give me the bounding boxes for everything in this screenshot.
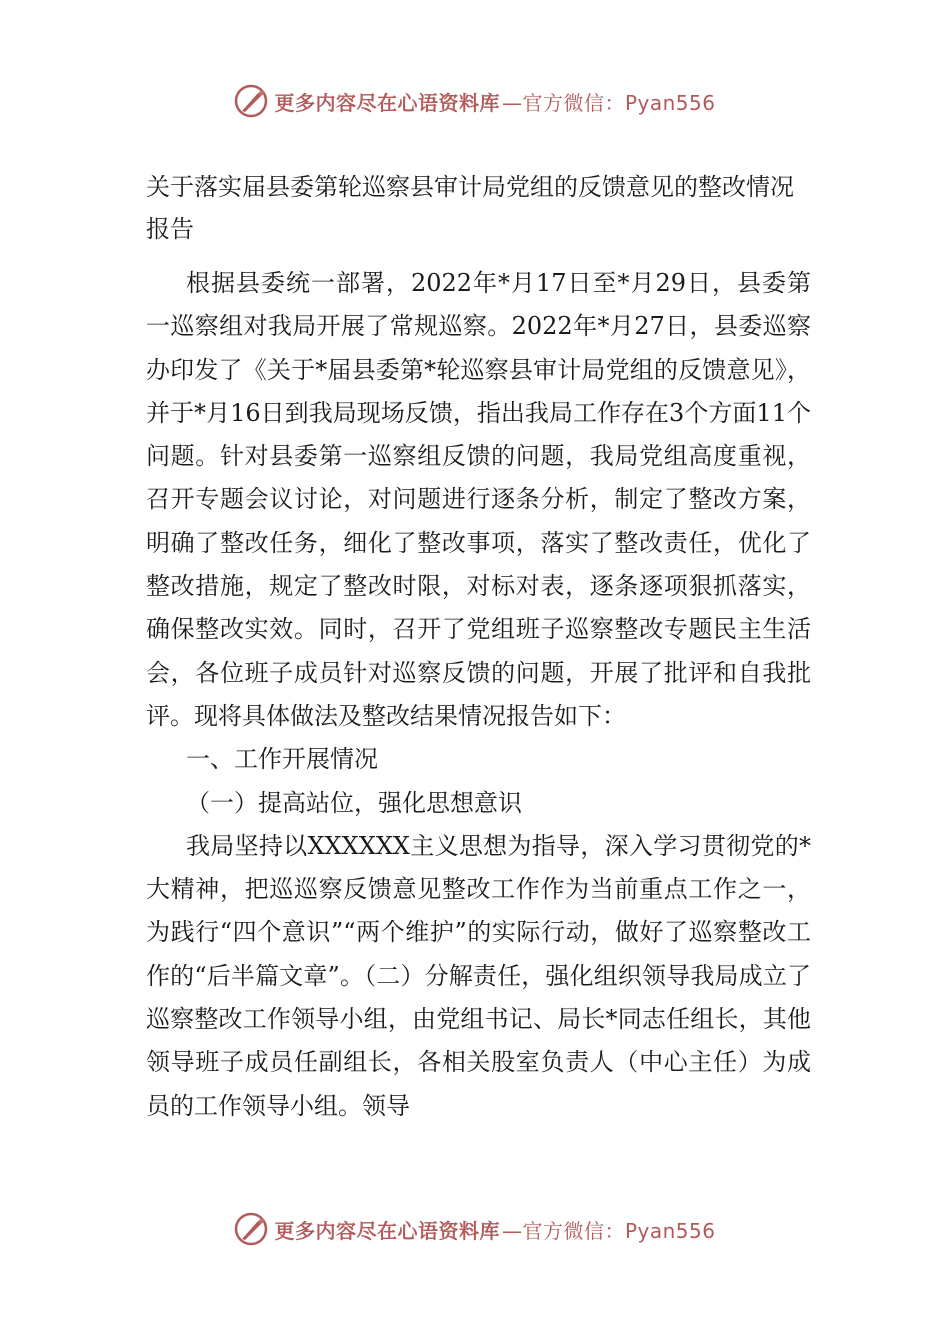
document-body [146,262,811,1128]
subsection-heading: （一）提高站位，强化思想意识 [186,788,522,817]
section-heading: 一、工作开展情况 [186,745,378,774]
watermark-footer [0,1212,950,1246]
quill-logo-icon [234,1212,268,1246]
watermark-contact-text: —官方微信：Pyan556 [501,90,716,115]
watermark-main-text: 更多内容尽在心语资料库 [274,90,500,115]
intro-paragraph: 根据县委统一部署，2022年*月17日至*月29日，县委第一巡察组对我局开展了常规巡察。2022年*月27日，县委巡察办印发了《关于*届县委第*轮巡察县审计局党组的反馈意见》，并于*月16日到我局现场反馈，指出我局工作存在3个方面11个问题。针对县委第一巡察组反馈的问题，我局党组高度重视，召开专题会议讨论，对问题进行逐条分析，制定了整改方案，明确了整改任务，细化了整改事项，落实了整改责任，优化了整改措施，规定了整改时限，对标对表，逐条逐项狠抓落实，确保整改实效。同时，召开了党组班子巡察整改专题民主生活会，各位班子成员针对巡察反馈的问题，开展了批评和自我批评。现将具体做法及整改结果情况报告如下： [146,269,811,730]
quill-logo-icon [234,84,268,118]
watermark-main-text: 更多内容尽在心语资料库 [274,1218,500,1243]
watermark-header [0,84,950,118]
body-paragraph: 我局坚持以XXXXXX主义思想为指导，深入学习贯彻党的*大精神，把巡巡察反馈意见整改工作作为当前重点工作之一，为践行“四个意识”“两个维护”的实际行动，做好了巡察整改工作的“后半篇文章”。（二）分解责任，强化组织领导我局成立了巡察整改工作领导小组，由党组书记、局长*同志任组长，其他领导班子成员任副组长，各相关股室负责人（中心主任）为成员的工作领导小组。领导 [146,831,811,1120]
document-title: 关于落实届县委第轮巡察县审计局党组的反馈意见的整改情况报告 [146,173,794,243]
watermark-contact-text: —官方微信：Pyan556 [501,1218,716,1243]
